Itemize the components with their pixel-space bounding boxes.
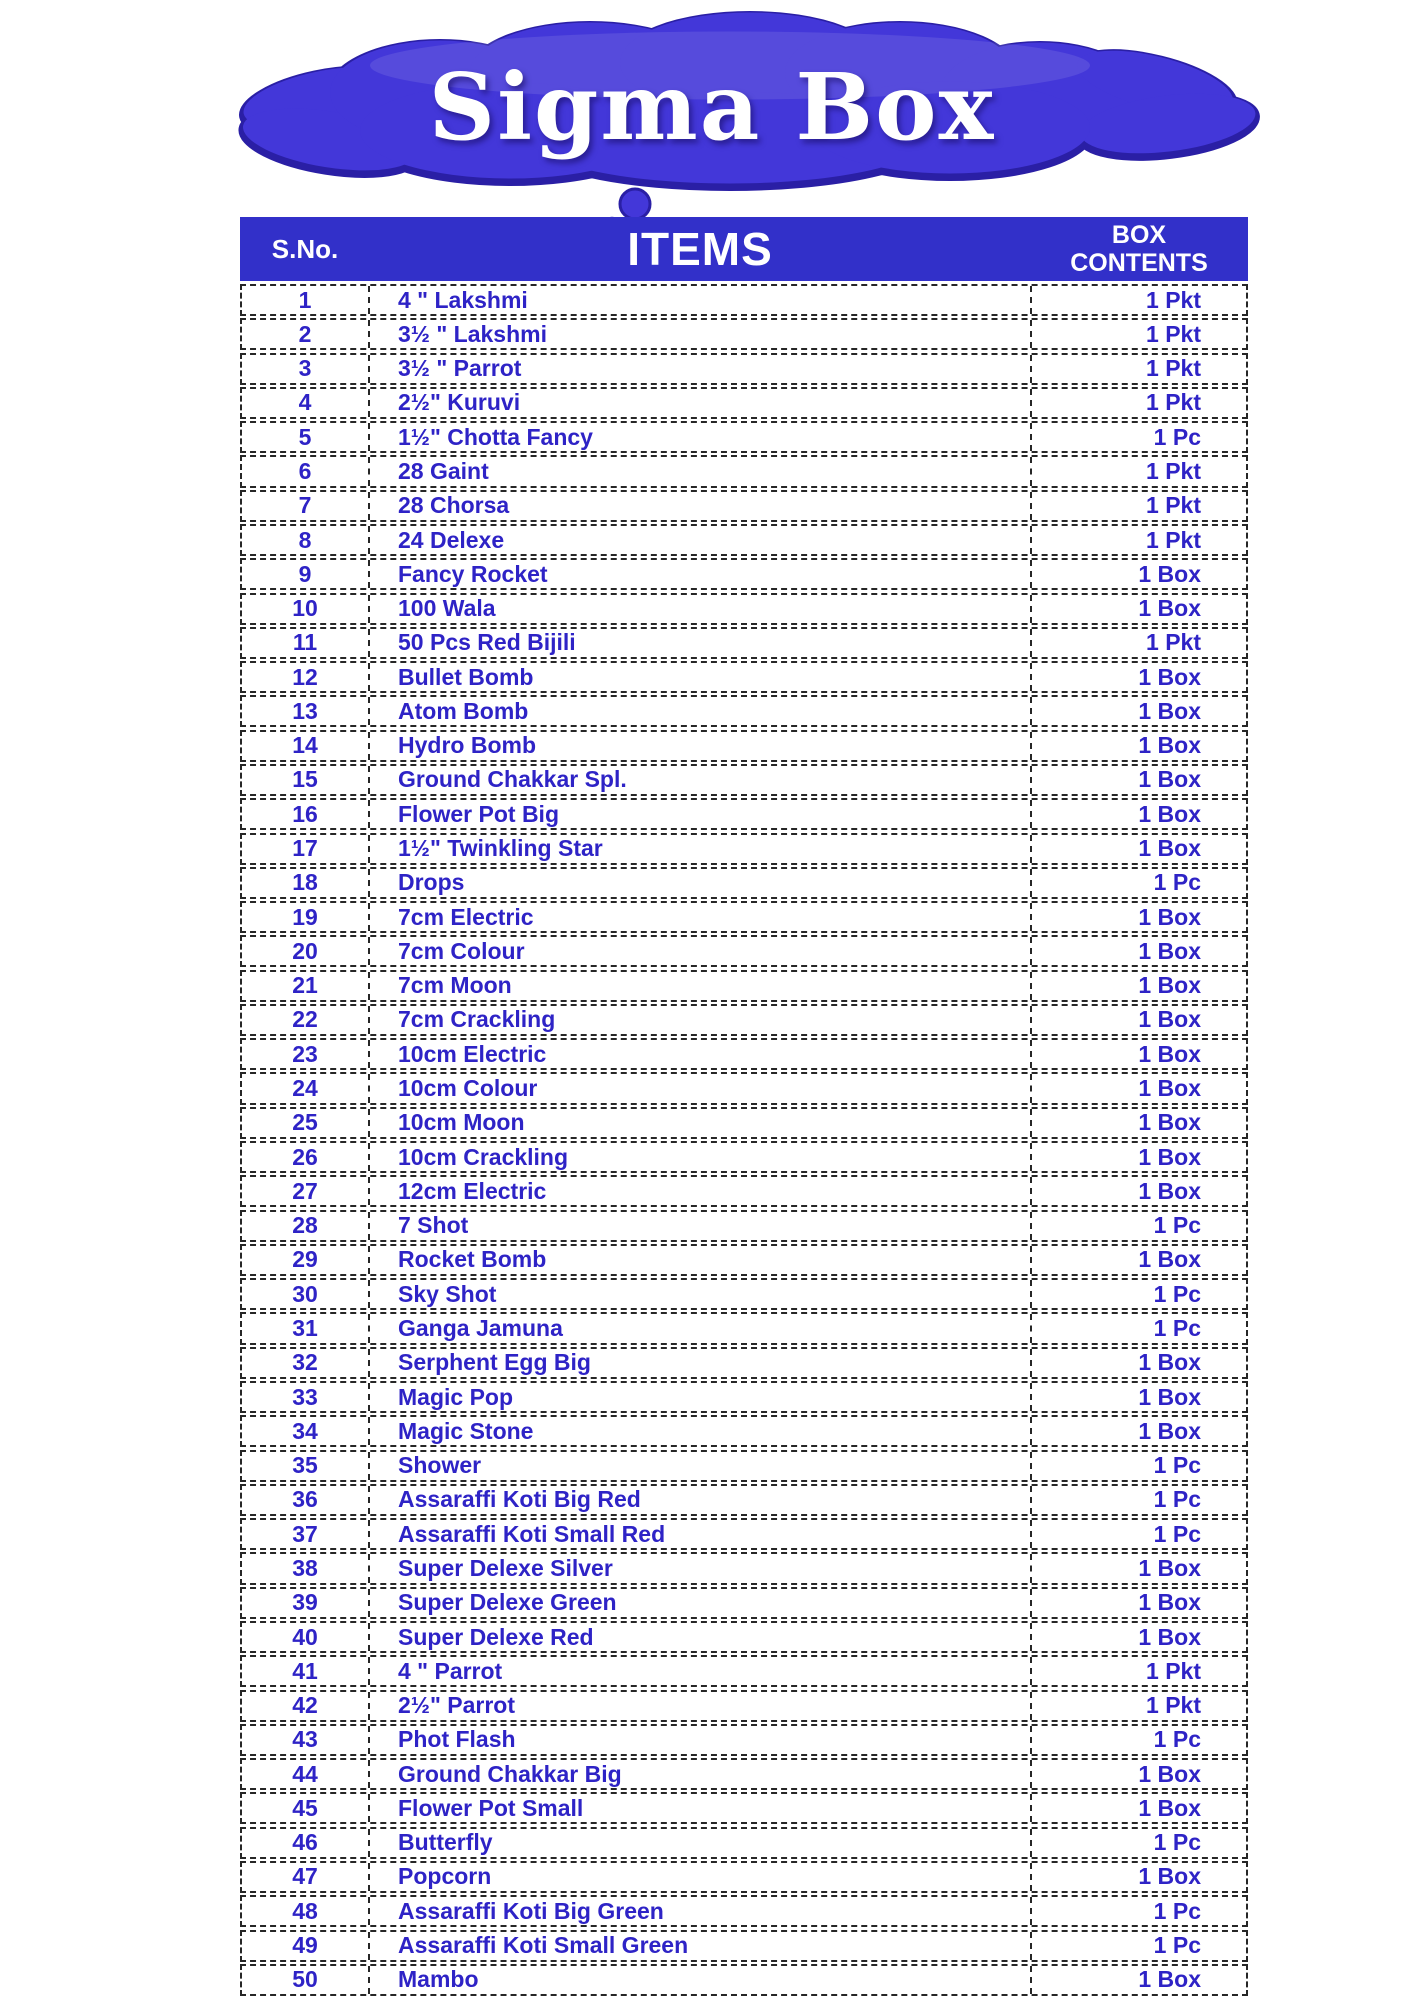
table-row: [240, 524, 1248, 556]
row-contents: 1 Box: [1030, 1143, 1246, 1171]
table-row: [240, 764, 1248, 796]
row-contents: 1 Box: [1030, 903, 1246, 931]
row-item: Magic Pop: [368, 1383, 1030, 1411]
row-contents: 1 Pkt: [1030, 1657, 1246, 1685]
table-row: [240, 1792, 1248, 1824]
row-sno: 46: [292, 1829, 318, 1856]
row-item: Assaraffi Koti Small Green: [368, 1932, 1030, 1960]
row-sno: 34: [292, 1417, 318, 1444]
row-item: Serphent Egg Big: [368, 1349, 1030, 1377]
table-row: [240, 1004, 1248, 1036]
table-row: [240, 1210, 1248, 1242]
row-item: Sky Shot: [368, 1280, 1030, 1308]
row-item: Phot Flash: [368, 1726, 1030, 1754]
row-sno: 13: [292, 697, 318, 724]
row-contents: 1 Box: [1030, 972, 1246, 1000]
table-row: [240, 1072, 1248, 1104]
row-item: 7cm Colour: [368, 937, 1030, 965]
row-contents: 1 Box: [1030, 1760, 1246, 1788]
table-row: [240, 1038, 1248, 1070]
row-item: Assaraffi Koti Small Red: [368, 1520, 1030, 1548]
row-contents: 1 Box: [1030, 766, 1246, 794]
row-item: Shower: [368, 1452, 1030, 1480]
row-sno: 37: [292, 1520, 318, 1547]
row-item: 3½ " Parrot: [368, 355, 1030, 383]
header-box-line1: BOX: [1111, 221, 1167, 249]
row-contents: 1 Box: [1030, 1177, 1246, 1205]
table-row: [240, 1861, 1248, 1893]
row-sno: 12: [292, 663, 318, 690]
row-item: 1½" Twinkling Star: [368, 835, 1030, 863]
row-contents: 1 Pc: [1030, 1726, 1246, 1754]
row-item: Flower Pot Small: [368, 1794, 1030, 1822]
row-contents: 1 Box: [1030, 1863, 1246, 1891]
row-sno: 50: [292, 1966, 318, 1993]
row-item: 10cm Colour: [368, 1074, 1030, 1102]
header-sno: S.No.: [271, 233, 339, 264]
row-contents: 1 Pc: [1030, 1452, 1246, 1480]
row-sno: 29: [292, 1246, 318, 1273]
row-item: 24 Delexe: [368, 526, 1030, 554]
row-contents: 1 Box: [1030, 1966, 1246, 1994]
row-sno: 36: [292, 1486, 318, 1513]
row-contents: 1 Pc: [1030, 1212, 1246, 1240]
row-contents: 1 Box: [1030, 835, 1246, 863]
table-row: [240, 1827, 1248, 1859]
row-sno: 4: [298, 389, 312, 416]
row-sno: 41: [292, 1657, 318, 1684]
table-row: [240, 1964, 1248, 1996]
row-contents: 1 Pkt: [1030, 320, 1246, 348]
row-item: 28 Chorsa: [368, 492, 1030, 520]
row-contents: 1 Box: [1030, 1040, 1246, 1068]
row-item: Mambo: [368, 1966, 1030, 1994]
table-row: [240, 1621, 1248, 1653]
row-contents: 1 Pkt: [1030, 1692, 1246, 1720]
row-item: Ground Chakkar Big: [368, 1760, 1030, 1788]
table-row: [240, 558, 1248, 590]
row-contents: 1 Pkt: [1030, 526, 1246, 554]
row-item: 100 Wala: [368, 595, 1030, 623]
row-contents: 1 Box: [1030, 800, 1246, 828]
table-row: [240, 833, 1248, 865]
row-contents: 1 Pc: [1030, 1520, 1246, 1548]
row-item: Rocket Bomb: [368, 1246, 1030, 1274]
row-item: 2½" Parrot: [368, 1692, 1030, 1720]
row-sno: 5: [298, 423, 312, 450]
row-sno: 3: [298, 355, 312, 382]
row-item: Drops: [368, 869, 1030, 897]
row-contents: 1 Box: [1030, 595, 1246, 623]
title-cloud: [250, 15, 1230, 190]
row-item: 7cm Crackling: [368, 1006, 1030, 1034]
row-item: Assaraffi Koti Big Green: [368, 1897, 1030, 1925]
row-contents: 1 Pc: [1030, 1932, 1246, 1960]
row-contents: 1 Pc: [1030, 1486, 1246, 1514]
table-row: [240, 1484, 1248, 1516]
row-item: Super Delexe Green: [368, 1589, 1030, 1617]
row-sno: 19: [292, 903, 318, 930]
table-row: [240, 1655, 1248, 1687]
table-row: [240, 1450, 1248, 1482]
row-sno: 15: [292, 766, 318, 793]
row-contents: 1 Pkt: [1030, 355, 1246, 383]
row-contents: 1 Pc: [1030, 1314, 1246, 1342]
row-sno: 27: [292, 1177, 318, 1204]
row-contents: 1 Box: [1030, 1246, 1246, 1274]
row-sno: 39: [292, 1589, 318, 1616]
table-row: [240, 1587, 1248, 1619]
row-contents: 1 Pkt: [1030, 389, 1246, 417]
table-row: [240, 353, 1248, 385]
row-item: Super Delexe Red: [368, 1623, 1030, 1651]
row-contents: 1 Pkt: [1030, 492, 1246, 520]
row-sno: 17: [292, 835, 318, 862]
table-body: [240, 284, 1248, 1996]
row-item: 4 " Lakshmi: [368, 286, 1030, 314]
row-contents: 1 Pkt: [1030, 629, 1246, 657]
table-row: [240, 1381, 1248, 1413]
row-contents: 1 Box: [1030, 1589, 1246, 1617]
table-row: [240, 387, 1248, 419]
row-contents: 1 Box: [1030, 560, 1246, 588]
row-item: 50 Pcs Red Bijili: [368, 629, 1030, 657]
row-sno: 48: [292, 1897, 318, 1924]
row-item: Assaraffi Koti Big Red: [368, 1486, 1030, 1514]
table-row: [240, 1141, 1248, 1173]
row-contents: 1 Box: [1030, 1349, 1246, 1377]
row-sno: 45: [292, 1794, 318, 1821]
row-sno: 30: [292, 1280, 318, 1307]
table-row: [240, 1312, 1248, 1344]
row-item: 3½ " Lakshmi: [368, 320, 1030, 348]
row-item: Magic Stone: [368, 1417, 1030, 1445]
row-contents: 1 Pc: [1030, 1829, 1246, 1857]
row-contents: 1 Box: [1030, 937, 1246, 965]
row-sno: 14: [292, 732, 318, 759]
row-item: 10cm Electric: [368, 1040, 1030, 1068]
row-sno: 25: [292, 1109, 318, 1136]
table-row: [240, 318, 1248, 350]
items-table: [240, 217, 1248, 1998]
row-sno: 7: [298, 492, 312, 519]
table-row: [240, 970, 1248, 1002]
row-contents: 1 Pkt: [1030, 286, 1246, 314]
row-sno: 16: [292, 800, 318, 827]
row-sno: 23: [292, 1040, 318, 1067]
row-sno: 24: [292, 1075, 318, 1102]
table-row: [240, 421, 1248, 453]
row-item: 7cm Electric: [368, 903, 1030, 931]
row-contents: 1 Box: [1030, 1554, 1246, 1582]
row-sno: 1: [298, 286, 312, 313]
table-row: [240, 1347, 1248, 1379]
row-sno: 2: [298, 320, 312, 347]
row-contents: 1 Pc: [1030, 423, 1246, 451]
header-box-contents: [1030, 217, 1248, 281]
row-sno: 42: [292, 1692, 318, 1719]
row-contents: 1 Box: [1030, 732, 1246, 760]
row-contents: 1 Box: [1030, 697, 1246, 725]
table-row: [240, 901, 1248, 933]
table-row: [240, 1278, 1248, 1310]
row-item: 12cm Electric: [368, 1177, 1030, 1205]
row-sno: 10: [292, 595, 318, 622]
row-contents: 1 Pc: [1030, 1280, 1246, 1308]
row-sno: 44: [292, 1760, 318, 1787]
row-sno: 9: [298, 560, 312, 587]
table-row: [240, 1107, 1248, 1139]
row-item: Flower Pot Big: [368, 800, 1030, 828]
table-row: [240, 661, 1248, 693]
table-header-row: [240, 217, 1248, 281]
row-sno: 26: [292, 1143, 318, 1170]
row-sno: 47: [292, 1863, 318, 1890]
table-row: [240, 627, 1248, 659]
table-row: [240, 935, 1248, 967]
row-item: 7 Shot: [368, 1212, 1030, 1240]
row-sno: 20: [292, 937, 318, 964]
header-items: ITEMS: [627, 223, 773, 275]
row-sno: 11: [292, 629, 318, 656]
row-contents: 1 Pc: [1030, 1897, 1246, 1925]
table-row: [240, 695, 1248, 727]
row-item: Super Delexe Silver: [368, 1554, 1030, 1582]
row-sno: 31: [292, 1314, 318, 1341]
row-sno: 21: [292, 972, 318, 999]
row-contents: 1 Pkt: [1030, 457, 1246, 485]
table-row: [240, 284, 1248, 316]
row-item: 1½" Chotta Fancy: [368, 423, 1030, 451]
table-row: [240, 455, 1248, 487]
row-sno: 6: [298, 457, 312, 484]
table-row: [240, 730, 1248, 762]
row-sno: 18: [292, 869, 318, 896]
table-row: [240, 867, 1248, 899]
row-sno: 43: [292, 1726, 318, 1753]
row-item: Atom Bomb: [368, 697, 1030, 725]
table-row: [240, 1244, 1248, 1276]
row-item: 2½" Kuruvi: [368, 389, 1030, 417]
page-title: Sigma Box: [428, 52, 996, 161]
row-contents: 1 Box: [1030, 1383, 1246, 1411]
row-item: Fancy Rocket: [368, 560, 1030, 588]
row-sno: 38: [292, 1554, 318, 1581]
row-sno: 33: [292, 1383, 318, 1410]
table-row: [240, 1175, 1248, 1207]
table-row: [240, 1724, 1248, 1756]
table-row: [240, 1758, 1248, 1790]
row-item: Bullet Bomb: [368, 663, 1030, 691]
table-row: [240, 1415, 1248, 1447]
row-contents: 1 Box: [1030, 1623, 1246, 1651]
table-row: [240, 1690, 1248, 1722]
row-contents: 1 Pc: [1030, 869, 1246, 897]
row-item: Popcorn: [368, 1863, 1030, 1891]
table-row: [240, 798, 1248, 830]
row-sno: 22: [292, 1006, 318, 1033]
row-contents: 1 Box: [1030, 1794, 1246, 1822]
table-row: [240, 1518, 1248, 1550]
table-row: [240, 490, 1248, 522]
header-box-line2: CONTENTS: [1070, 249, 1208, 277]
row-sno: 32: [292, 1349, 318, 1376]
row-sno: 8: [298, 526, 312, 553]
row-item: Ground Chakkar Spl.: [368, 766, 1030, 794]
row-sno: 35: [292, 1452, 318, 1479]
row-contents: 1 Box: [1030, 1006, 1246, 1034]
row-contents: 1 Box: [1030, 663, 1246, 691]
row-item: 10cm Crackling: [368, 1143, 1030, 1171]
table-row: [240, 1930, 1248, 1962]
row-item: Ganga Jamuna: [368, 1314, 1030, 1342]
row-contents: 1 Box: [1030, 1109, 1246, 1137]
table-row: [240, 1552, 1248, 1584]
row-item: Hydro Bomb: [368, 732, 1030, 760]
row-item: 4 " Parrot: [368, 1657, 1030, 1685]
row-sno: 40: [292, 1623, 318, 1650]
table-row: [240, 1895, 1248, 1927]
row-item: Butterfly: [368, 1829, 1030, 1857]
row-sno: 28: [292, 1212, 318, 1239]
row-contents: 1 Box: [1030, 1074, 1246, 1102]
row-item: 7cm Moon: [368, 972, 1030, 1000]
row-item: 10cm Moon: [368, 1109, 1030, 1137]
row-item: 28 Gaint: [368, 457, 1030, 485]
table-row: [240, 593, 1248, 625]
row-contents: 1 Box: [1030, 1417, 1246, 1445]
row-sno: 49: [292, 1932, 318, 1959]
